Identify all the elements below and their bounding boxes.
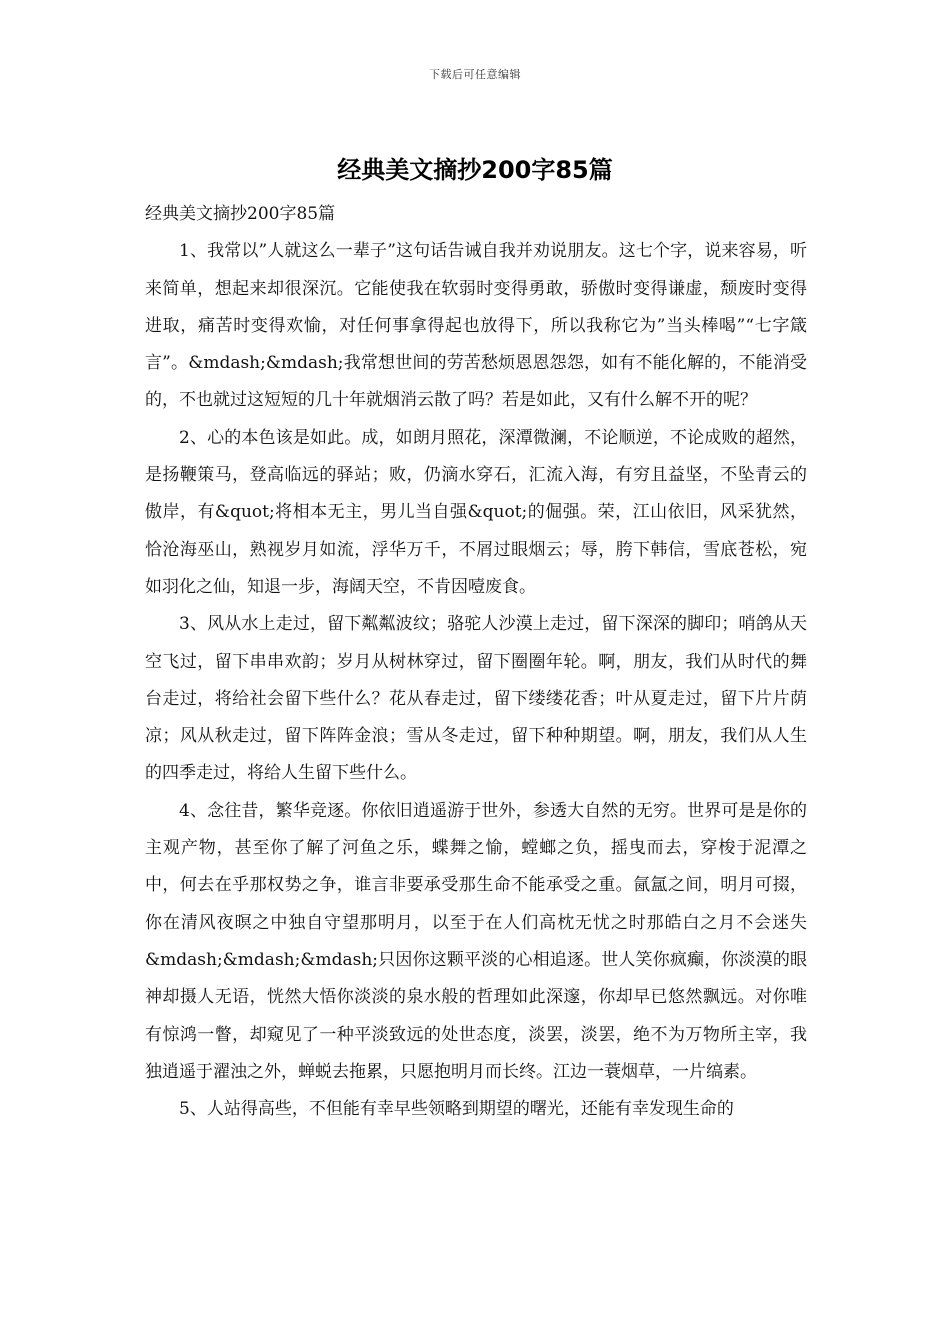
- paragraph-3: 3、风从水上走过，留下粼粼波纹；骆驼人沙漠上走过，留下深深的脚印；哨鸽从天空飞过，留下串串欢韵；岁月从树林穿过，留下圈圈年轮。啊，朋友，我们从时代的舞台走过，将给社会留下些什么？花从春走过，留下缕缕花香；叶从夏走过，留下片片荫凉；风从秋走过，留下阵阵金浪；雪从冬走过，留下种种期望。啊，朋友，我们从人生的四季走过，将给人生留下些什么。: [145, 614, 807, 784]
- document-subtitle: 经典美文摘抄200字85篇: [145, 204, 336, 224]
- paragraph-1: 1、我常以”人就这么一辈子”这句话告诫自我并劝说朋友。这七个字，说来容易，听来简单，想起来却很深沉。它能使我在软弱时变得勇敢，骄傲时变得谦虚，颓废时变得进取，痛苦时变得欢愉，对任何事拿得起也放得下，所以我称它为”当头棒喝”“七字箴言”。&mdash;&mdash;我常想世间的劳苦愁烦恩恩怨怨，如有不能化解的，不能消受的，不也就过这短短的几十年就烟消云散了吗？若是如此，又有什么解不开的呢？: [145, 241, 807, 411]
- paragraph-4: 4、念往昔，繁华竞逐。你依旧逍遥游于世外，参透大自然的无穷。世界可是是你的主观产物，甚至你了解了河鱼之乐，蝶舞之愉，螳螂之负，摇曳而去，穿梭于泥潭之中，何去在乎那权势之争，谁言非要承受那生命不能承受之重。氤氲之间，明月可掇，你在清风夜暝之中独自守望那明月，以至于在人们高枕无忧之时那皓白之月不会迷失&mdash;&mdash;&mdash;只因你这颗平淡的心相追逐。世人笑你疯癫，你淡漠的眼神却摄人无语，恍然大悟你淡淡的泉水般的哲理如此深邃，你却早已悠然飘远。对你唯有惊鸿一瞥，却窥见了一种平淡致远的处世态度，淡罢，淡罢，绝不为万物所主宰，我独逍遥于濯浊之外，蝉蜕去拖累，只愿抱明月而长终。江边一蓑烟草，一片缟素。: [145, 800, 807, 1082]
- paragraph-2: 2、心的本色该是如此。成，如朗月照花，深潭微澜，不论顺逆，不论成败的超然，是扬鞭策马，登高临远的驿站；败，仍滴水穿石，汇流入海，有穷且益坚，不坠青云的傲岸，有&quot;将相本无主，男儿当自强&quot;的倔强。荣，江山依旧，风采犹然，恰沧海巫山，熟视岁月如流，浮华万千，不屑过眼烟云；辱，胯下韩信，雪底苍松，宛如羽化之仙，知退一步，海阔天空，不肯因噎废食。: [145, 427, 807, 597]
- document-title: 经典美文摘抄200字85篇: [337, 156, 613, 184]
- header-note: 下载后可任意编辑: [429, 68, 521, 81]
- document-body: [145, 196, 807, 1128]
- paragraph-5: 5、人站得高些，不但能有幸早些领略到期望的曙光，还能有幸发现生命的: [179, 1099, 734, 1120]
